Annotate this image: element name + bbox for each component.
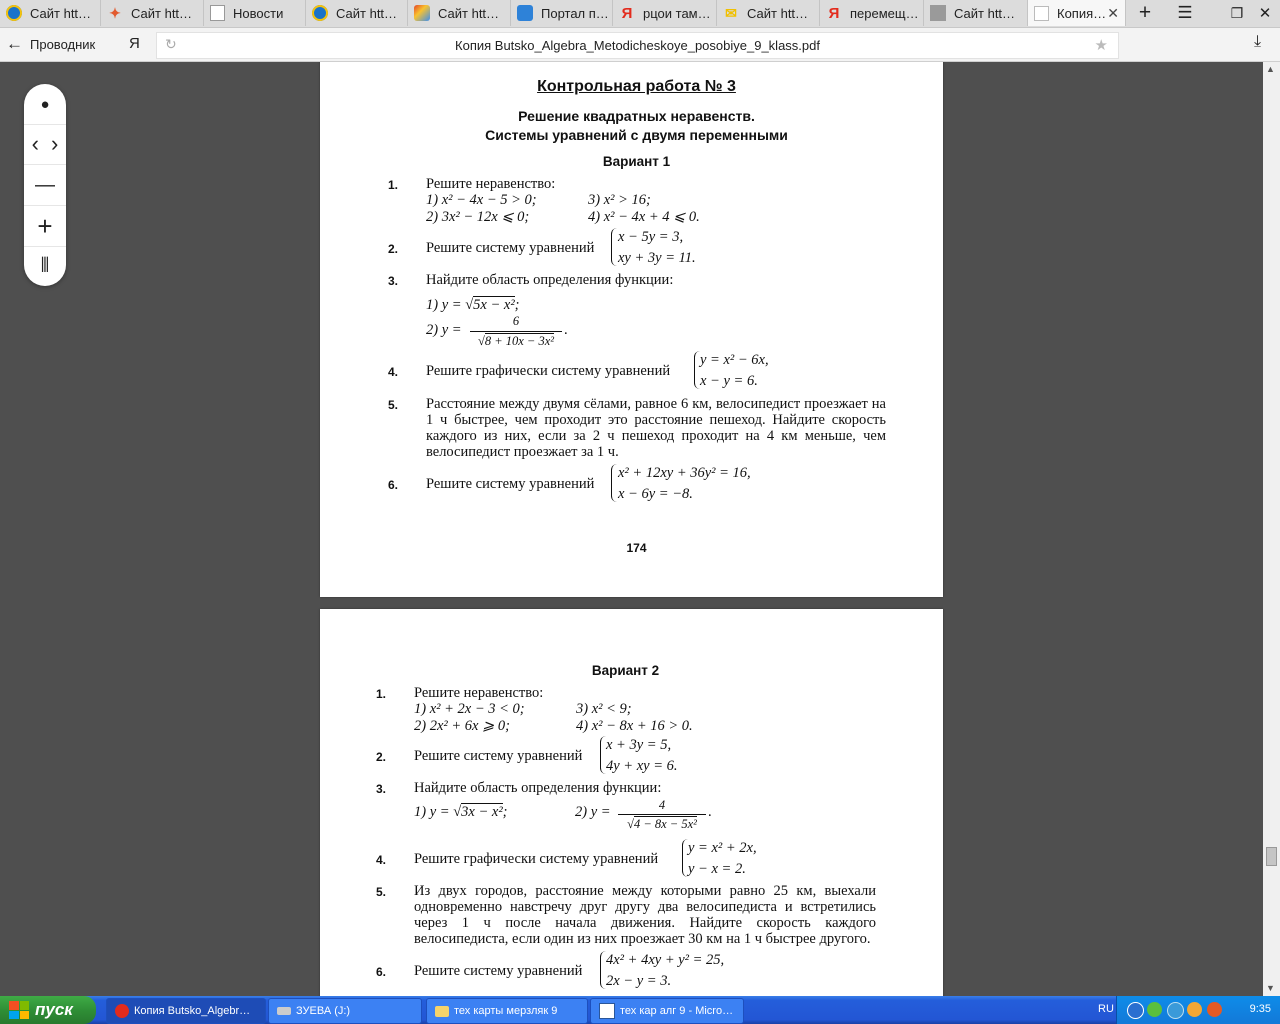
windows-logo-icon — [9, 1001, 29, 1019]
task-number: 5. — [376, 885, 387, 899]
tab-label: Сайт htt… — [747, 5, 809, 21]
scroll-up-icon[interactable]: ▲ — [1266, 64, 1275, 74]
function-1: 1) y = √5x − x²; — [426, 297, 520, 313]
tab-label: рцои там… — [643, 5, 711, 21]
tab-portal[interactable] — [511, 0, 613, 26]
task-text: Решите систему уравнений — [426, 240, 595, 256]
taskbar-item-drive[interactable] — [268, 998, 422, 1024]
tab-news[interactable] — [204, 0, 306, 26]
menu-icon[interactable]: ☰ — [1177, 3, 1193, 22]
taskbar-item-label: ЗУЕВА (J:) — [296, 1005, 351, 1017]
equation: x + 3y = 5, — [606, 737, 672, 753]
task-text: Решите графически систему уравнений — [426, 363, 671, 379]
task-number: 4. — [388, 365, 399, 379]
equation: x − 6y = −8. — [618, 486, 693, 502]
tab-label: Сайт htt… — [954, 5, 1016, 21]
system-brace — [611, 228, 617, 266]
back-label: Проводник — [30, 36, 96, 52]
bluetooth-tray-icon[interactable] — [1167, 1002, 1184, 1019]
task-number: 5. — [388, 398, 399, 412]
task-number: 2. — [388, 242, 399, 256]
task-number: 3. — [388, 274, 399, 288]
equation: x² + 12xy + 36y² = 16, — [618, 465, 751, 481]
tab-rcoi[interactable] — [613, 0, 717, 26]
mail-icon: ✉ — [725, 4, 737, 21]
word-problem: Расстояние между двумя сёлами, равное 6 км, велосипедист проезжает на 1 ч быстрее, чем проходит это расстояние пешеход. Найдите скорость каждого из них, если за 2 ч пешеход проходит на 4 км меньше, чем велосипедист проезжает за 1 ч. — [426, 396, 886, 460]
pdf-viewer — [0, 62, 1280, 996]
tab-site-5[interactable] — [717, 0, 820, 26]
back-arrow-icon: ← — [6, 34, 23, 53]
update-tray-icon[interactable] — [1187, 1002, 1202, 1017]
test-subtitle-1: Решение квадратных неравенств. — [518, 108, 755, 124]
drive-icon — [277, 1007, 291, 1015]
folder-icon — [435, 1006, 449, 1017]
tab-move[interactable] — [820, 0, 924, 26]
pdf-page-175 — [320, 609, 943, 996]
task-number: 6. — [388, 478, 399, 492]
clock: 9:35 — [1249, 1003, 1271, 1015]
task-number: 2. — [376, 750, 387, 764]
function-2-prefix: 2) y = — [426, 322, 462, 338]
inequality-4: 4) x² − 8x + 16 > 0. — [576, 718, 693, 734]
tab-label: Сайт htt… — [131, 5, 193, 21]
task-number: 1. — [376, 687, 387, 701]
equation: y = x² + 2x, — [688, 840, 757, 856]
equation: x − y = 6. — [700, 373, 758, 389]
taskbar-item-word[interactable] — [590, 998, 744, 1024]
task-text: Решите графически систему уравнений — [414, 851, 659, 867]
address-bar — [0, 28, 1280, 62]
bookmark-star-icon[interactable]: ★ — [1094, 37, 1108, 54]
word-problem: Из двух городов, расстояние между которыми равно 25 км, выехали одновременно навстречу друг другу два велосипедиста и встретились через 1 ч после начала движения. Найдите скорость каждого велосипедиста, если один из них проезжает 30 км на 1 ч быстрее другого. — [414, 883, 876, 947]
at-icon — [6, 5, 22, 21]
search-tray-icon[interactable] — [1127, 1002, 1144, 1019]
task-number: 3. — [376, 782, 387, 796]
yandex-icon: Я — [828, 4, 840, 22]
tab-active-pdf[interactable] — [1028, 0, 1126, 26]
variant-heading: Вариант 1 — [602, 154, 671, 169]
pdf-page-174 — [320, 62, 943, 597]
equation: 2x − y = 3. — [606, 973, 672, 989]
download-icon[interactable]: ⤓ — [1254, 33, 1262, 50]
yandex-icon: Я — [621, 4, 633, 22]
yandex-icon[interactable]: Я — [129, 35, 140, 52]
system-brace — [611, 464, 617, 502]
function-2-prefix: 2) y = — [575, 804, 611, 820]
inequality-2: 2) 3x² − 12x ⩽ 0; — [426, 209, 530, 225]
tab-site-1[interactable] — [0, 0, 101, 26]
task-text: Найдите область определения функции: — [426, 272, 674, 288]
zoom-in-button[interactable]: + — [24, 206, 66, 247]
next-page-icon[interactable]: › — [51, 131, 59, 156]
equation: 4y + xy = 6. — [606, 758, 678, 774]
network-tray-icon[interactable] — [1147, 1002, 1162, 1017]
taskbar-item-label: Копия Butsko_Algebr… — [134, 1005, 251, 1017]
url-field[interactable] — [156, 32, 1119, 59]
function-1: 1) y = √3x − x²; — [414, 804, 508, 820]
close-tab-icon[interactable]: ✕ — [1107, 5, 1119, 21]
system-tray — [1116, 996, 1280, 1024]
antivirus-tray-icon[interactable] — [1207, 1002, 1222, 1017]
tab-label: Сайт htt… — [336, 5, 398, 21]
tab-strip — [0, 0, 1280, 28]
task-number: 1. — [388, 178, 399, 192]
prev-page-icon[interactable]: ‹ — [31, 131, 39, 156]
task-text: Решите систему уравнений — [414, 963, 583, 979]
equation: xy + 3y = 11. — [618, 250, 696, 266]
tab-site-3[interactable] — [306, 0, 408, 26]
tab-site-2[interactable] — [101, 0, 204, 26]
test-title: Контрольная работа № 3 — [537, 78, 736, 95]
equation: 4x² + 4xy + y² = 25, — [606, 952, 725, 968]
tab-label: Сайт htt… — [438, 5, 500, 21]
star-icon: ✦ — [109, 4, 121, 21]
back-button[interactable] — [6, 34, 95, 54]
fraction-bar — [470, 331, 562, 332]
inequality-4: 4) x² − 4x + 4 ⩽ 0. — [588, 209, 700, 225]
variant-heading: Вариант 2 — [591, 663, 660, 678]
word-icon — [599, 1003, 615, 1019]
test-subtitle-2: Системы уравнений с двумя переменными — [485, 127, 788, 143]
task-text: Найдите область определения функции: — [414, 780, 662, 796]
task-text: Решите неравенство: — [426, 176, 556, 192]
equation: y = x² − 6x, — [700, 352, 769, 368]
period: . — [564, 322, 568, 338]
page-title: Копия Butsko_Algebra_Metodicheskoye_posobiye_9_klass.pdf — [455, 38, 820, 53]
taskbar-item-browser[interactable] — [106, 998, 266, 1024]
page-nav-buttons[interactable] — [24, 124, 66, 165]
taskbar — [0, 996, 1280, 1024]
taskbar-item-folder[interactable] — [426, 998, 588, 1024]
inequality-3: 3) x² < 9; — [576, 701, 632, 717]
taskbar-item-label: тех кар алг 9 - Micro… — [620, 1005, 734, 1017]
fraction-denominator: √4 − 8x − 5x² — [627, 817, 697, 831]
yandex-browser-icon — [115, 1004, 129, 1018]
scroll-down-icon[interactable]: ▼ — [1266, 983, 1275, 993]
reload-icon[interactable]: ↻ — [165, 36, 177, 52]
task-number: 4. — [376, 853, 387, 867]
zoom-out-button[interactable]: — — [24, 165, 66, 206]
blank-page-icon — [1034, 6, 1049, 21]
restore-window-icon[interactable]: ❐ — [1230, 4, 1244, 21]
inequality-1: 1) x² − 4x − 5 > 0; — [426, 192, 537, 208]
inequality-1: 1) x² + 2x − 3 < 0; — [414, 701, 525, 717]
tab-label: Портал п… — [541, 5, 609, 21]
language-indicator[interactable]: RU — [1098, 1003, 1114, 1015]
start-button[interactable] — [0, 996, 96, 1024]
period: . — [708, 804, 712, 820]
fit-page-button[interactable]: ⫴ — [40, 254, 50, 277]
portal-icon — [517, 5, 533, 21]
taskbar-item-label: тех карты мерзляк 9 — [454, 1005, 558, 1017]
task-text: Решите систему уравнений — [426, 476, 595, 492]
tab-site-4[interactable] — [408, 0, 511, 26]
tab-label: Копия… — [1057, 5, 1107, 21]
start-label: пуск — [35, 1000, 73, 1019]
equation: x − 5y = 3, — [618, 229, 684, 245]
tab-label: Новости — [233, 5, 284, 21]
scrollbar-thumb[interactable] — [1266, 847, 1277, 866]
fraction-denominator: √8 + 10x − 3x² — [477, 334, 555, 348]
colorful-icon — [414, 5, 430, 21]
inequality-3: 3) x² > 16; — [588, 192, 651, 208]
tab-label: перемещ… — [850, 5, 919, 21]
inequality-2: 2) 2x² + 6x ⩾ 0; — [414, 718, 510, 734]
doc-icon — [210, 5, 225, 21]
new-tab-button[interactable]: + — [1138, 1, 1152, 24]
at-icon — [312, 5, 328, 21]
task-text: Решите неравенство: — [414, 685, 544, 701]
page-number: 174 — [626, 541, 647, 555]
task-number: 6. — [376, 965, 387, 979]
fraction-numerator: 6 — [512, 314, 520, 328]
fraction-numerator: 4 — [658, 798, 666, 812]
pointer-mode-button[interactable]: ● — [24, 84, 66, 125]
grey-icon — [930, 5, 946, 21]
close-window-icon[interactable]: ✕ — [1258, 5, 1272, 22]
viewer-toolbox — [24, 84, 66, 286]
fraction-bar — [618, 814, 706, 815]
tab-label: Сайт htt… — [30, 5, 92, 21]
equation: y − x = 2. — [688, 861, 746, 877]
task-text: Решите систему уравнений — [414, 748, 583, 764]
tab-site-6[interactable] — [924, 0, 1028, 26]
